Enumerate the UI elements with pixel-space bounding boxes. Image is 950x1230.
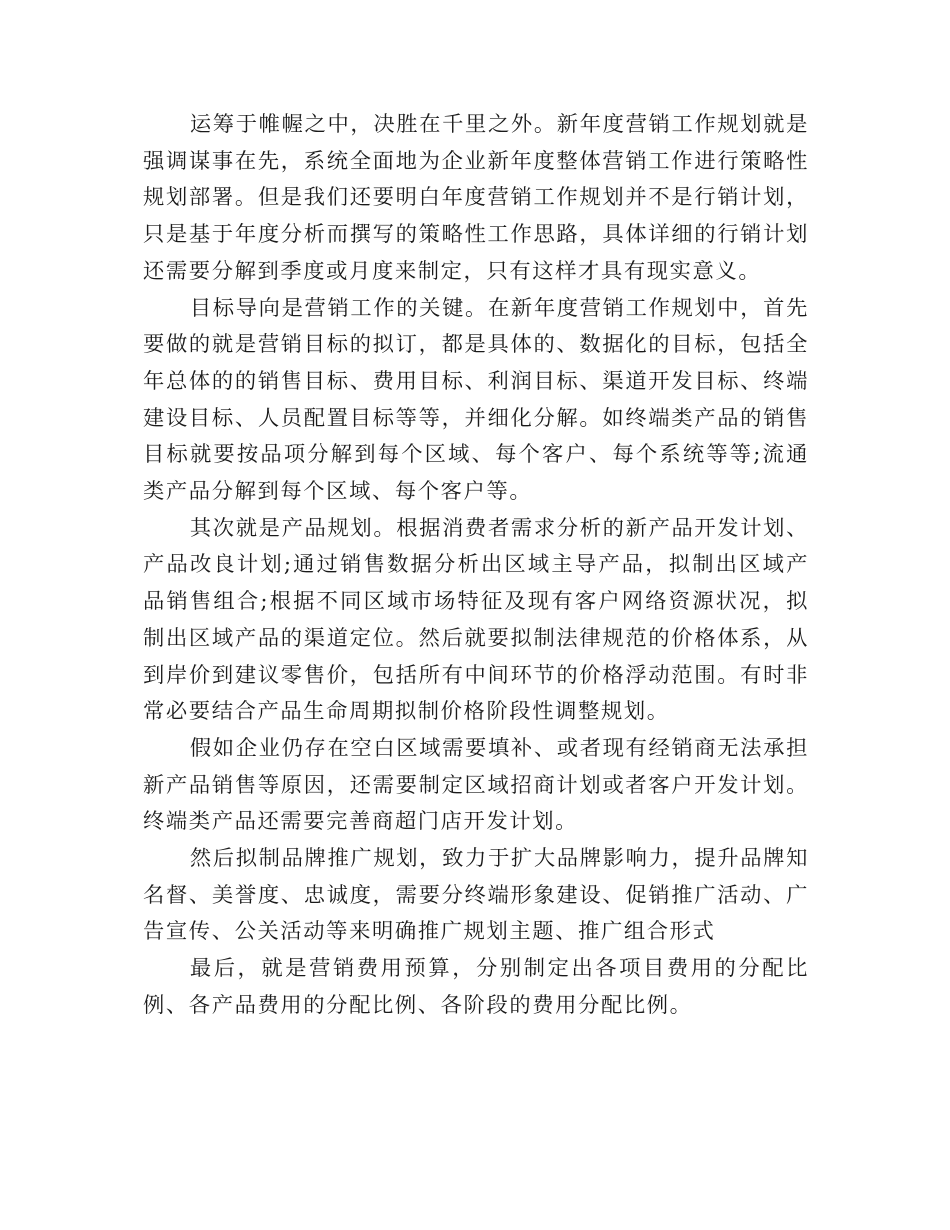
document-body bbox=[143, 107, 809, 1025]
paragraph-5: 然后拟制品牌推广规划，致力于扩大品牌影响力，提升品牌知名督、美誉度、忠诚度，需要分终端形象建设、促销推广活动、广告宣传、公关活动等来明确推广规划主题、推广组合形式 bbox=[143, 846, 809, 945]
paragraph-4: 假如企业仍存在空白区域需要填补、或者现有经销商无法承担新产品销售等原因，还需要制定区域招商计划或者客户开发计划。终端类产品还需要完善商超门店开发计划。 bbox=[143, 735, 809, 835]
paragraph-3: 其次就是产品规划。根据消费者需求分析的新产品开发计划、产品改良计划;通过销售数据分析出区域主导产品，拟制出区域产品销售组合;根据不同区域市场特征及现有客户网络资源状况，拟制出区域产品的渠道定位。然后就要拟制法律规范的价格体系，从到岸价到建议零售价，包括所有中间环节的价格浮动范围。有时非常必要结合产品生命周期拟制价格阶段性调整规划。 bbox=[143, 515, 809, 725]
paragraph-6: 最后，就是营销费用预算，分别制定出各项目费用的分配比例、各产品费用的分配比例、各阶段的费用分配比例。 bbox=[143, 956, 809, 1018]
paragraph-2: 目标导向是营销工作的关键。在新年度营销工作规划中，首先要做的就是营销目标的拟订，都是具体的、数据化的目标，包括全年总体的的销售目标、费用目标、利润目标、渠道开发目标、终端建设目标、人员配置目标等等，并细化分解。如终端类产品的销售目标就要按品项分解到每个区域、每个客户、每个系统等等;流通类产品分解到每个区域、每个客户等。 bbox=[143, 295, 809, 505]
paragraph-1: 运筹于帷幄之中，决胜在千里之外。新年度营销工作规划就是强调谋事在先，系统全面地为企业新年度整体营销工作进行策略性规划部署。但是我们还要明白年度营销工作规划并不是行销计划，只是基于年度分析而撰写的策略性工作思路，具体详细的行销计划还需要分解到季度或月度来制定，只有这样才具有现实意义。 bbox=[143, 112, 809, 284]
